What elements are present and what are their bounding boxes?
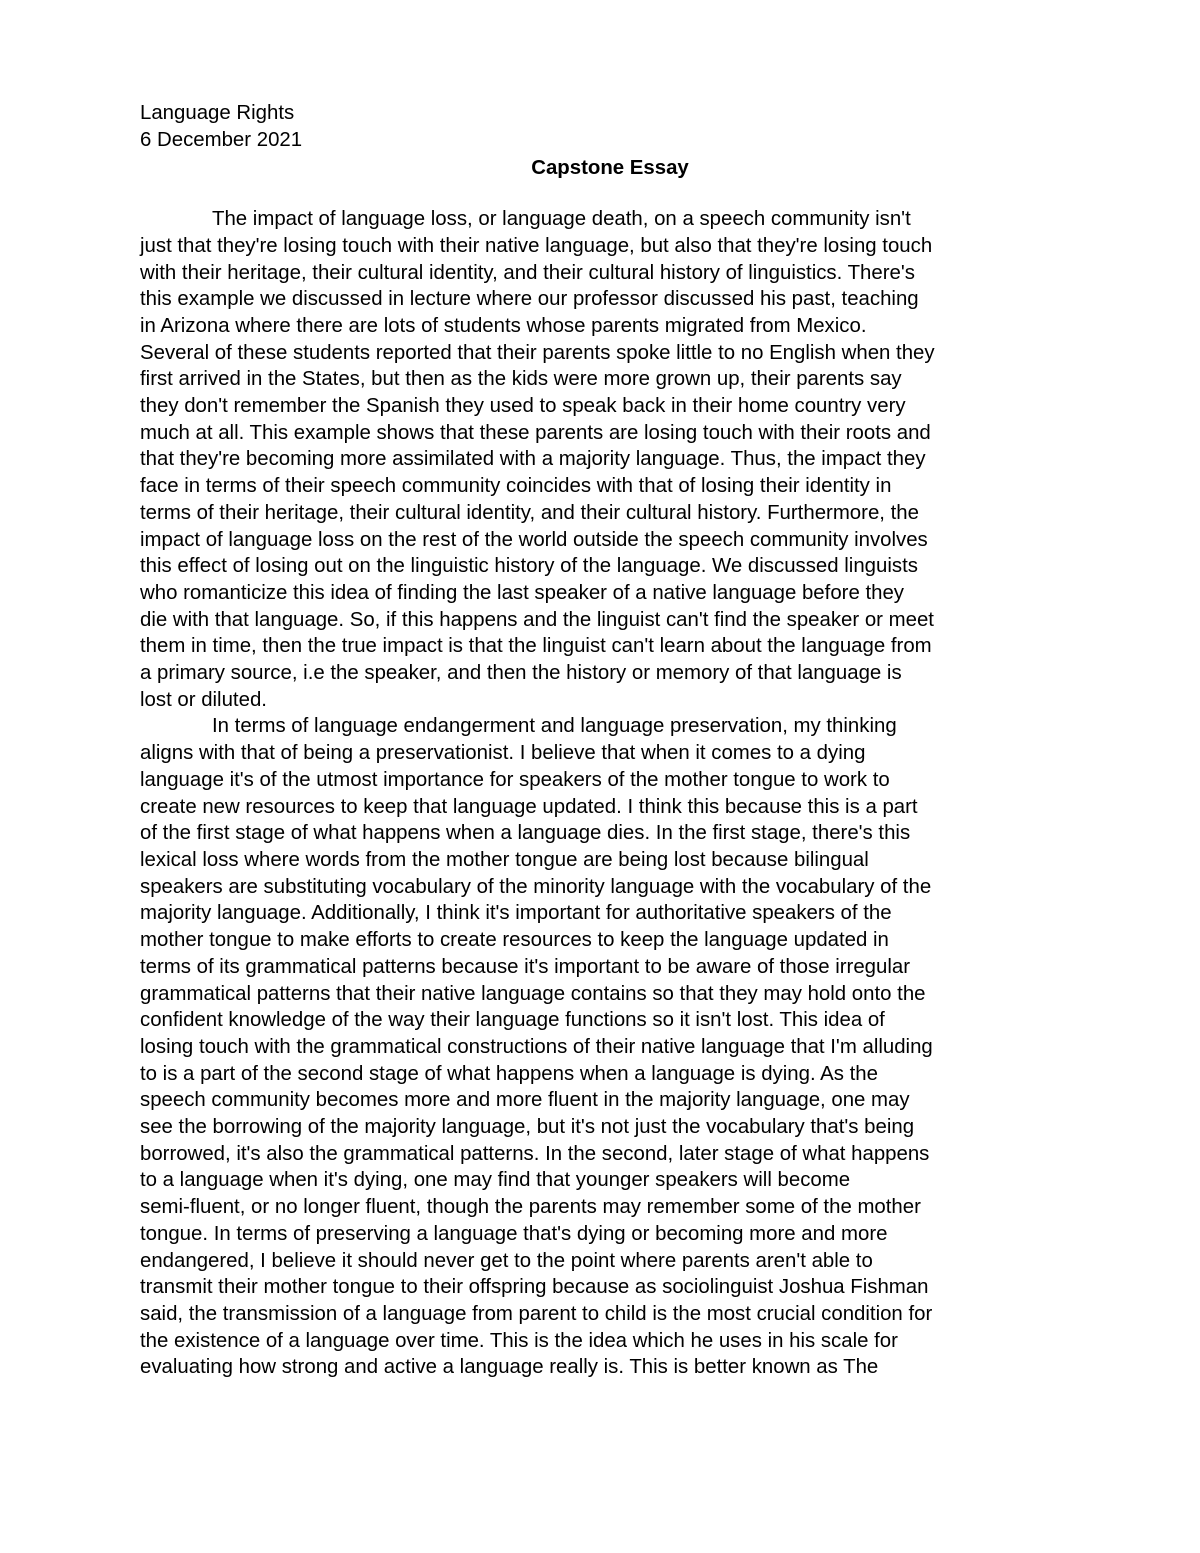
paragraph-line: lexical loss where words from the mother tongue are being lost because bilingual bbox=[140, 848, 869, 871]
paragraph-line: the existence of a language over time. This is the idea which he uses in his scale for bbox=[140, 1329, 898, 1352]
paragraph-line: endangered, I believe it should never get to the point where parents aren't able to bbox=[140, 1249, 873, 1272]
paragraph-line: die with that language. So, if this happens and the linguist can't find the speaker or meet bbox=[140, 608, 934, 631]
paragraph-line: speech community becomes more and more fluent in the majority language, one may bbox=[140, 1089, 910, 1112]
paragraph-line: The impact of language loss, or language death, on a speech community isn't bbox=[212, 208, 911, 231]
paragraph-line: losing touch with the grammatical constructions of their native language that I'm alluding bbox=[140, 1035, 933, 1058]
paragraph-line: lost or diluted. bbox=[140, 688, 267, 711]
paragraph-line: much at all. This example shows that these parents are losing touch with their roots and bbox=[140, 421, 931, 444]
paragraph-line: to is a part of the second stage of what happens when a language is dying. As the bbox=[140, 1062, 878, 1085]
paragraph-line: that they're becoming more assimilated with a majority language. Thus, the impact they bbox=[140, 448, 926, 471]
paragraph-line: to a language when it's dying, one may find that younger speakers will become bbox=[140, 1169, 851, 1192]
paragraph-line: speakers are substituting vocabulary of the minority language with the vocabulary of the bbox=[140, 875, 932, 898]
paragraph-line: said, the transmission of a language from parent to child is the most crucial condition for bbox=[140, 1302, 933, 1325]
paragraph-line: language it's of the utmost importance for speakers of the mother tongue to work to bbox=[140, 768, 890, 791]
essay-paragraph bbox=[140, 206, 1080, 713]
paragraph-line: impact of language loss on the rest of the world outside the speech community involves bbox=[140, 528, 928, 551]
paragraph-line: mother tongue to make efforts to create resources to keep the language updated in bbox=[140, 929, 889, 952]
paragraph-line: borrowed, it's also the grammatical patterns. In the second, later stage of what happens bbox=[140, 1142, 930, 1165]
paragraph-line: semi-fluent, or no longer fluent, though the parents may remember some of the mother bbox=[140, 1196, 921, 1219]
essay-paragraphs bbox=[140, 206, 1080, 1381]
paragraph-line: them in time, then the true impact is that the linguist can't learn about the language from bbox=[140, 635, 932, 658]
paragraph-line: see the borrowing of the majority language, but it's not just the vocabulary that's being bbox=[140, 1116, 915, 1139]
paragraph-line: In terms of language endangerment and language preservation, my thinking bbox=[212, 715, 897, 738]
essay-date: 6 December 2021 bbox=[140, 128, 303, 151]
course-name: Language Rights bbox=[140, 102, 295, 124]
document-body bbox=[140, 100, 1080, 1381]
paragraph-line: aligns with that of being a preservationist. I believe that when it comes to a dying bbox=[140, 742, 866, 765]
paragraph-line: just that they're losing touch with their native language, but also that they're losing touch bbox=[140, 234, 933, 257]
paragraph-line: face in terms of their speech community coincides with that of losing their identity in bbox=[140, 475, 892, 498]
paragraph-line: majority language. Additionally, I think it's important for authoritative speakers of the bbox=[140, 902, 892, 925]
paragraph-line: confident knowledge of the way their language functions so it isn't lost. This idea of bbox=[140, 1009, 885, 1032]
paragraph-line: first arrived in the States, but then as the kids were more grown up, their parents say bbox=[140, 368, 902, 391]
essay-paragraph bbox=[140, 713, 1080, 1381]
paragraph-line: in Arizona where there are lots of students whose parents migrated from Mexico. bbox=[140, 314, 867, 337]
paragraph-line: terms of their heritage, their cultural identity, and their cultural history. Furthermore, the bbox=[140, 501, 919, 524]
paragraph-line: this example we discussed in lecture where our professor discussed his past, teaching bbox=[140, 288, 919, 311]
paragraph-line: evaluating how strong and active a language really is. This is better known as The bbox=[140, 1356, 879, 1379]
paragraph-line: tongue. In terms of preserving a language that's dying or becoming more and more bbox=[140, 1222, 888, 1245]
paragraph-line: transmit their mother tongue to their offspring because as sociolinguist Joshua Fishman bbox=[140, 1276, 929, 1299]
paragraph-line: Several of these students reported that their parents spoke little to no English when they bbox=[140, 341, 935, 364]
essay-title: Capstone Essay bbox=[531, 157, 689, 180]
paragraph-line: a primary source, i.e the speaker, and then the history or memory of that language is bbox=[140, 662, 902, 685]
paragraph-line: who romanticize this idea of finding the last speaker of a native language before they bbox=[140, 581, 904, 604]
paragraph-line: create new resources to keep that language updated. I think this because this is a part bbox=[140, 795, 918, 818]
paragraph-line: they don't remember the Spanish they used to speak back in their home country very bbox=[140, 395, 906, 418]
paragraph-line: of the first stage of what happens when a language dies. In the first stage, there's this bbox=[140, 822, 911, 845]
paragraph-line: terms of its grammatical patterns because it's important to be aware of those irregular bbox=[140, 955, 911, 978]
paragraph-line: grammatical patterns that their native language contains so that they may hold onto the bbox=[140, 982, 926, 1005]
paragraph-line: with their heritage, their cultural identity, and their cultural history of linguistics. There's bbox=[140, 261, 915, 284]
paragraph-line: this effect of losing out on the linguistic history of the language. We discussed linguists bbox=[140, 555, 918, 578]
